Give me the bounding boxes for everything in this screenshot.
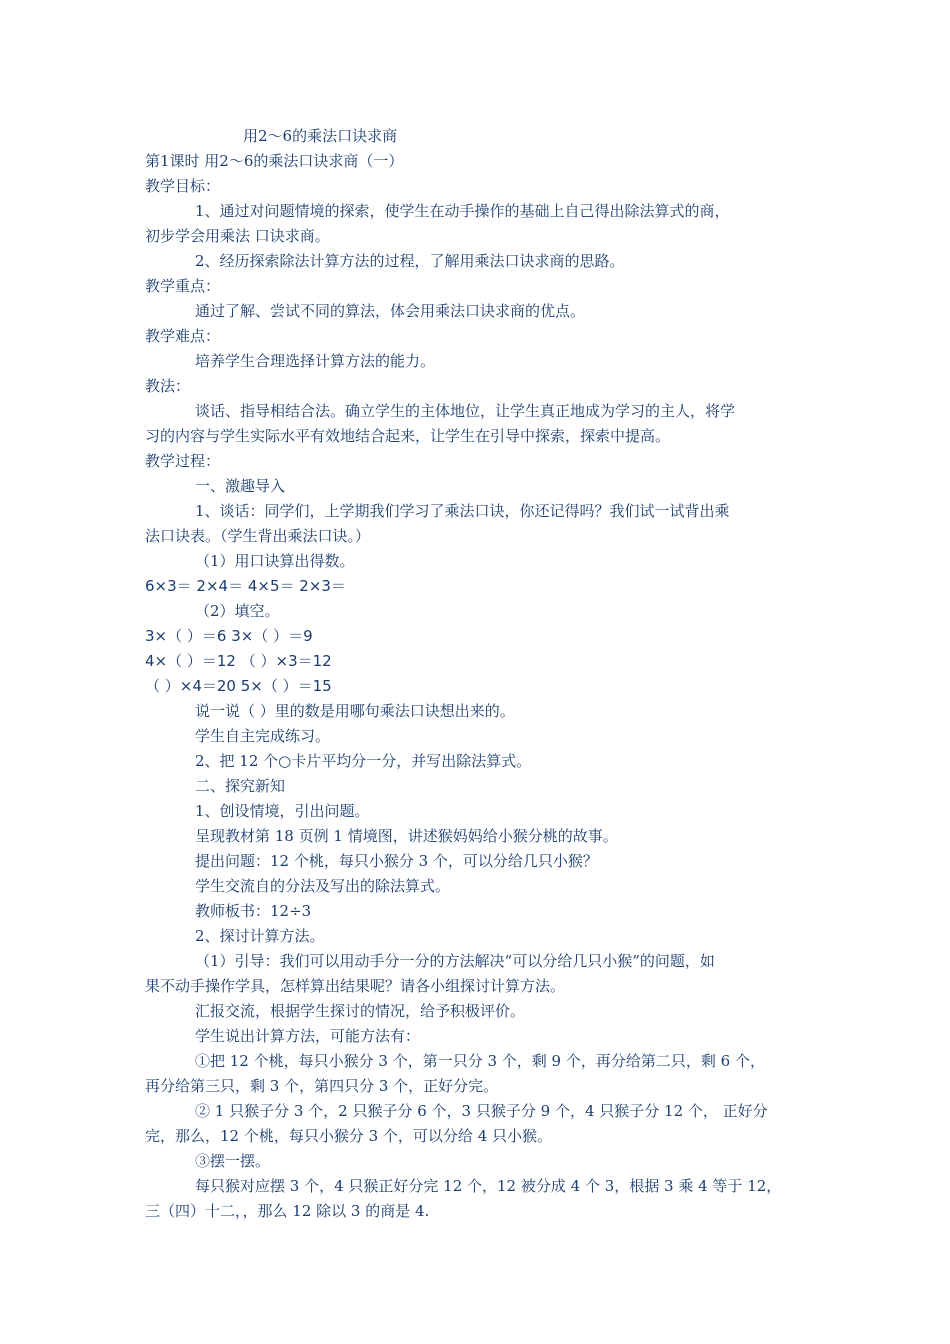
final-line-1: 每只猴对应摆 3 个，4 只猴正好分完 12 个，12 被分成 4 个 3，根据 3 乘 4 等于 12， — [195, 1177, 782, 1195]
task-2: 2、把 12 个○卡片平均分一分，并写出除法算式。 — [195, 752, 532, 770]
methods-intro: 学生说出计算方法，可能方法有： — [195, 1027, 421, 1045]
report: 汇报交流，根据学生探讨的情况，给予积极评价。 — [195, 1002, 526, 1020]
method-1-line-1: ①把 12 个桃，每只小猴分 3 个，第一只分 3 个，剩 9 个，再分给第二只，剩 6 个， — [195, 1052, 765, 1070]
method-line-1: 谈话、指导相结合法。确立学生的主体地位，让学生真正地成为学习的主人，将学 — [195, 402, 736, 420]
method-line-2: 习的内容与学生实际水平有效地结合起来，让学生在引导中探索，探索中提高。 — [145, 427, 671, 445]
difficulty-heading: 教学难点： — [145, 327, 221, 345]
part-1-heading: 一、激趣导入 — [195, 477, 286, 495]
present-scene: 呈现教材第 18 页例 1 情境图，讲述猴妈妈给小猴分桃的故事。 — [195, 827, 618, 845]
method-2-line-2: 完，那么，12 个桃，每只小猴分 3 个，可以分给 4 只小猴。 — [145, 1127, 553, 1145]
difficulty-text: 培养学生合理选择计算方法的能力。 — [195, 352, 436, 370]
goal-2: 2、经历探索除法计算方法的过程，了解用乘法口诀求商的思路。 — [195, 252, 625, 270]
calc-line: 6×3＝ 2×4＝ 4×5＝ 2×3＝ — [145, 577, 346, 595]
question: 提出问题：12 个桃，每只小猴分 3 个，可以分给几只小猴？ — [195, 852, 598, 870]
say-prompt: 说一说（ ）里的数是用哪句乘法口诀想出来的。 — [195, 702, 515, 720]
self-practice: 学生自主完成练习。 — [195, 727, 331, 745]
exchange: 学生交流自的分法及写出的除法算式。 — [195, 877, 451, 895]
method-1-line-2: 再分给第三只，剩 3 个，第四只分 3 个，正好分完。 — [145, 1077, 499, 1095]
talk-line-1: 1、谈话：同学们，上学期我们学习了乘法口诀，你还记得吗？我们试一试背出乘 — [195, 502, 730, 520]
fill-blank-line-3: （ ）×4＝20 5×（ ）＝15 — [145, 677, 332, 695]
guide-line-1: （1）引导：我们可以用动手分一分的方法解决“可以分给几只小猴”的问题，如 — [195, 952, 715, 970]
method-2-line-1: ② 1 只猴子分 3 个，2 只猴子分 6 个，3 只猴子分 9 个，4 只猴子分 12 个， 正好分 — [195, 1102, 768, 1120]
step-1: 1、创设情境，引出问题。 — [195, 802, 370, 820]
goal-1-line-1: 1、通过对问题情境的探索，使学生在动手操作的基础上自己得出除法算式的商， — [195, 202, 730, 220]
final-line-2: 三（四）十二，，那么 12 除以 3 的商是 4. — [145, 1202, 430, 1220]
board-writing: 教师板书：12÷3 — [195, 902, 312, 920]
fill-blank-line-1: 3×（ ）＝6 3×（ ）＝9 — [145, 627, 313, 645]
talk-line-2: 法口诀表。（学生背出乘法口诀。） — [145, 527, 371, 545]
document-title: 用2～6的乘法口诀求商 — [243, 127, 398, 145]
key-points-text: 通过了解、尝试不同的算法，体会用乘法口诀求商的优点。 — [195, 302, 586, 320]
sub-step-1: （1）用口诀算出得数。 — [195, 552, 355, 570]
lesson-title: 第1课时 用2～6的乘法口诀求商（一） — [145, 152, 404, 170]
part-2-heading: 二、探究新知 — [195, 777, 286, 795]
goals-heading: 教学目标： — [145, 177, 221, 195]
sub-step-2: （2）填空。 — [195, 602, 280, 620]
method-3: ③摆一摆。 — [195, 1152, 271, 1170]
guide-line-2: 果不动手操作学具，怎样算出结果呢？请各小组探讨计算方法。 — [145, 977, 566, 995]
process-heading: 教学过程： — [145, 452, 221, 470]
fill-blank-line-2: 4×（ ）＝12 （ ）×3＝12 — [145, 652, 332, 670]
method-heading: 教法： — [145, 377, 191, 395]
goal-1-line-2: 初步学会用乘法 口诀求商。 — [145, 227, 330, 245]
step-2: 2、探讨计算方法。 — [195, 927, 325, 945]
key-points-heading: 教学重点： — [145, 277, 221, 295]
